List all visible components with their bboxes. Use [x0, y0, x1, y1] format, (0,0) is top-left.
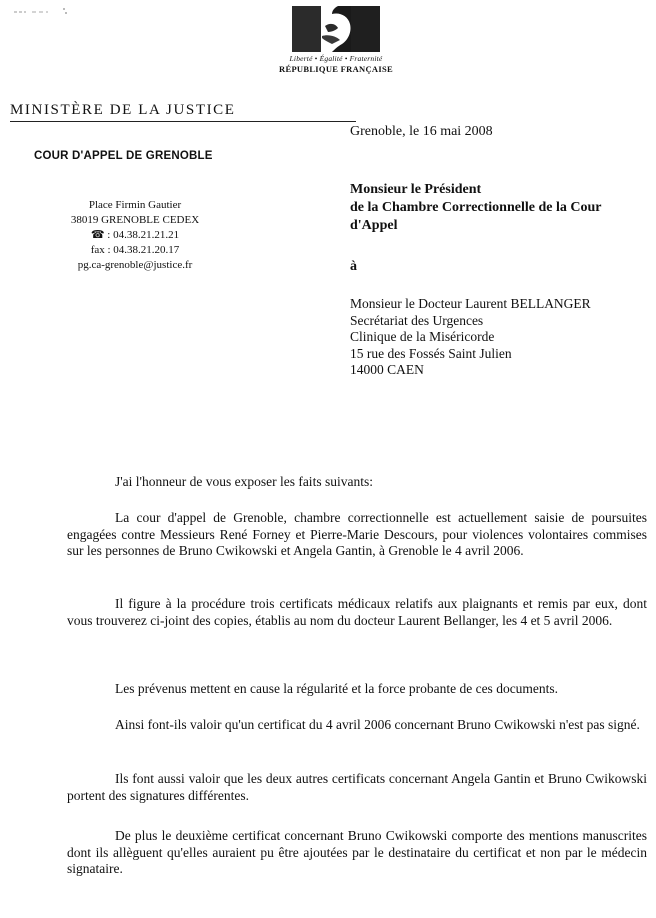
letter-date: Grenoble, le 16 mai 2008 — [350, 124, 493, 139]
ministry-heading: MINISTÈRE DE LA JUSTICE — [10, 102, 236, 118]
paragraph-text: Ils font aussi valoir que les deux autres certificats concernant Angela Gantin et Bruno Cwikowski portent des signatures différentes. — [67, 771, 647, 803]
republic-motto: Liberté • Égalité • Fraternité — [289, 54, 383, 63]
republic-name: RÉPUBLIQUE FRANÇAISE — [279, 64, 393, 74]
body-paragraph — [67, 681, 647, 698]
body-paragraph — [67, 474, 647, 491]
paragraph-text: Ainsi font-ils valoir qu'un certificat du 4 avril 2006 concernant Bruno Cwikowski n'est pas signé. — [115, 717, 640, 732]
recipient-street: 15 rue des Fossés Saint Julien — [350, 345, 512, 361]
recipient-title-line3: d'Appel — [350, 218, 398, 233]
sender-street: Place Firmin Gautier — [88, 199, 182, 211]
sender-fax: fax : 04.38.21.20.17 — [90, 244, 180, 256]
paragraph-text: J'ai l'honneur de vous exposer les faits suivants: — [115, 474, 373, 489]
marianne-flag-icon — [292, 6, 380, 52]
ministry-rule — [10, 121, 356, 122]
body-paragraph — [67, 717, 647, 734]
recipient-address — [350, 296, 591, 379]
paragraph-text: De plus le deuxième certificat concernant Bruno Cwikowski comporte des mentions manuscrites dont ils allèguent qu'elles auraient pu être ajoutées par le destinataire du certificat et non par le médecin signataire. — [67, 828, 647, 876]
body-paragraph — [67, 596, 647, 629]
court-name: COUR D'APPEL DE GRENOBLE — [34, 150, 213, 162]
recipient-title-line2: de la Chambre Correctionnelle de la Cour — [350, 200, 602, 215]
sender-phone: ☎ : 04.38.21.21.21 — [90, 229, 180, 241]
body-paragraph — [67, 510, 647, 560]
recipient-city: 14000 CAEN — [350, 362, 424, 377]
body-paragraph — [67, 771, 647, 804]
body-paragraph — [67, 828, 647, 878]
sender-city: 38019 GRENOBLE CEDEX — [70, 214, 200, 226]
paragraph-text: La cour d'appel de Grenoble, chambre correctionnelle est actuellement saisie de poursuites engagées contre Messieurs René Forney et Pierre-Marie Descours, pour violences volontaires commises sur les personnes de Bruno Cwikowski et Angela Gantin, à Grenoble le 4 avril 2006. — [67, 510, 647, 558]
paragraph-text: Les prévenus mettent en cause la régularité et la force probante de ces documents. — [115, 681, 559, 696]
recipient-title — [350, 181, 650, 235]
recipient-clinic: Clinique de la Miséricorde — [350, 329, 495, 344]
sender-email: pg.ca-grenoble@justice.fr — [77, 259, 193, 271]
sender-address — [60, 198, 210, 273]
paragraph-text: Il figure à la procédure trois certificats médicaux relatifs aux plaignants et remis par eux, dont vous trouverez ci-joint des copies, établis au nom du docteur Laurent Bellanger, les 4 et 5 avril 2006. — [67, 596, 647, 628]
scan-artifact-mark — [14, 6, 74, 16]
recipient-preposition: à — [350, 259, 357, 274]
recipient-title-line1: Monsieur le Président — [350, 182, 482, 197]
recipient-service: Secrétariat des Urgences — [350, 312, 484, 328]
marianne-logo — [266, 6, 406, 84]
recipient-name: Monsieur le Docteur Laurent BELLANGER — [350, 296, 591, 311]
